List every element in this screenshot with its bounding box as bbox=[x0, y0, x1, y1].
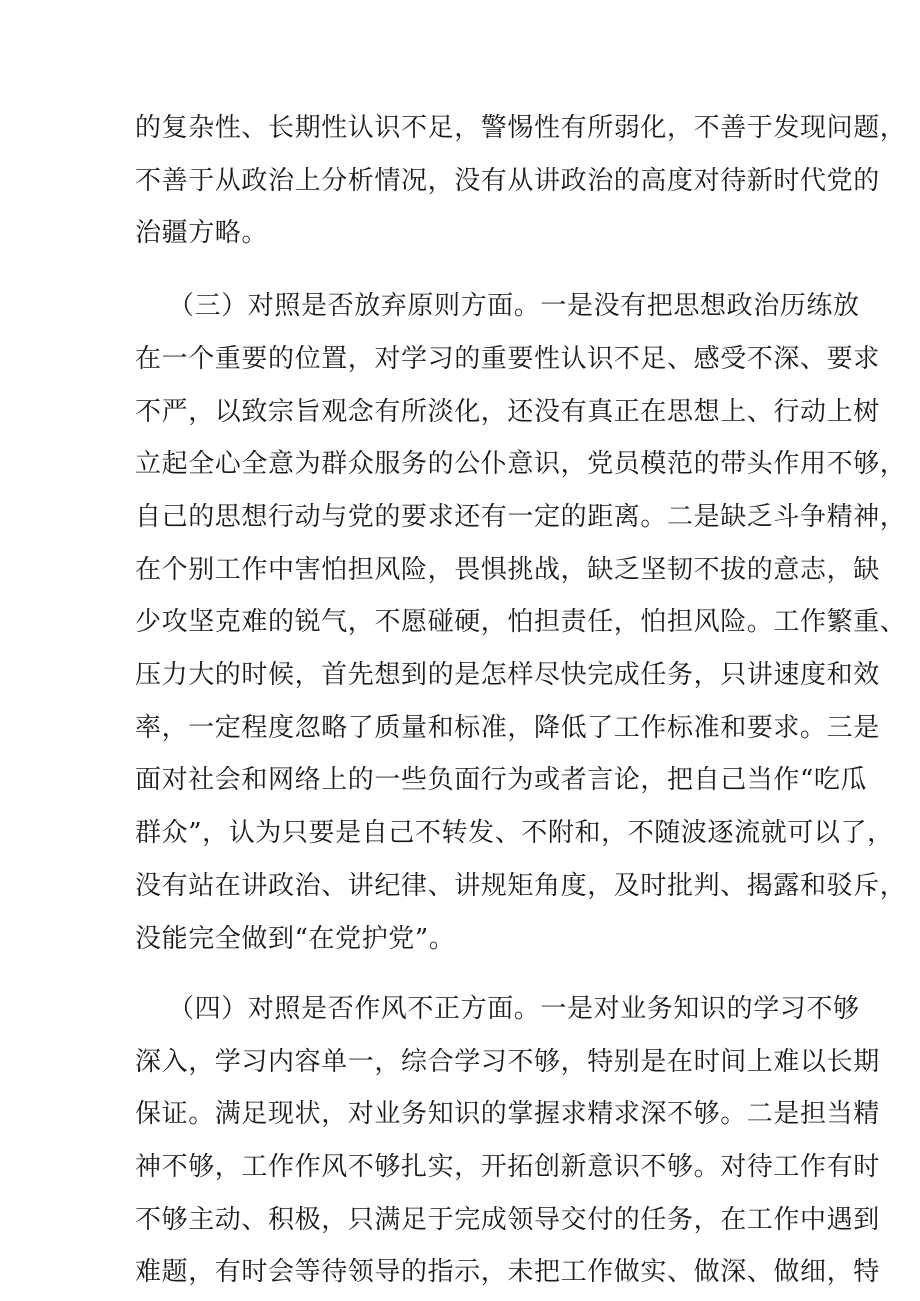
text-line: 治疆方略。 bbox=[135, 218, 269, 248]
text-line: 群众”，认为只要是自己不转发、不附和，不随波逐流就可以了， bbox=[135, 818, 894, 848]
text-line: 少攻坚克难的锐气，不愿碰硬，怕担责任，怕担风险。工作繁重、 bbox=[135, 607, 907, 637]
text-line: 自己的思想行动与党的要求还有一定的距离。二是缺乏斗争精神， bbox=[135, 502, 907, 532]
text-line: 没能完全做到“在党护党”。 bbox=[135, 924, 456, 954]
text-line: 压力大的时候，首先想到的是怎样尽快完成任务，只讲速度和效 bbox=[135, 660, 880, 690]
paragraph-3-first-line: （三）对照是否放弃原则方面。一是没有把思想政治历练放 bbox=[168, 291, 860, 321]
text-line: 面对社会和网络上的一些负面行为或者言论，把自己当作“吃瓜 bbox=[135, 765, 868, 795]
text-line: 难题，有时会等待领导的指示，未把工作做实、做深、做细，特 bbox=[135, 1257, 880, 1287]
text-line: 神不够，工作作风不够扎实，开拓创新意识不够。对待工作有时 bbox=[135, 1152, 880, 1182]
text-line: 不严，以致宗旨观念有所淡化，还没有真正在思想上、行动上树 bbox=[135, 397, 880, 427]
text-line: 不够主动、积极，只满足于完成领导交付的任务，在工作中遇到 bbox=[135, 1205, 880, 1235]
text-line: 保证。满足现状，对业务知识的掌握求精求深不够。二是担当精 bbox=[135, 1099, 880, 1129]
text-line: 没有站在讲政治、讲纪律、讲规矩角度，及时批判、揭露和驳斥， bbox=[135, 871, 907, 901]
text-line: 率，一定程度忽略了质量和标准，降低了工作标准和要求。三是 bbox=[135, 713, 880, 743]
text-line: 不善于从政治上分析情况，没有从讲政治的高度对待新时代党的 bbox=[135, 166, 880, 196]
text-line: 深入，学习内容单一，综合学习不够，特别是在时间上难以长期 bbox=[135, 1047, 880, 1077]
paragraph-4-first-line: （四）对照是否作风不正方面。一是对业务知识的学习不够 bbox=[168, 994, 860, 1024]
text-line: 在个别工作中害怕担风险，畏惧挑战，缺乏坚韧不拔的意志，缺 bbox=[135, 555, 880, 585]
text-line: 的复杂性、长期性认识不足，警惕性有所弱化，不善于发现问题， bbox=[135, 113, 907, 143]
text-line: 在一个重要的位置，对学习的重要性认识不足、感受不深、要求 bbox=[135, 344, 880, 374]
text-line: 立起全心全意为群众服务的公仆意识，党员模范的带头作用不够， bbox=[135, 449, 907, 479]
